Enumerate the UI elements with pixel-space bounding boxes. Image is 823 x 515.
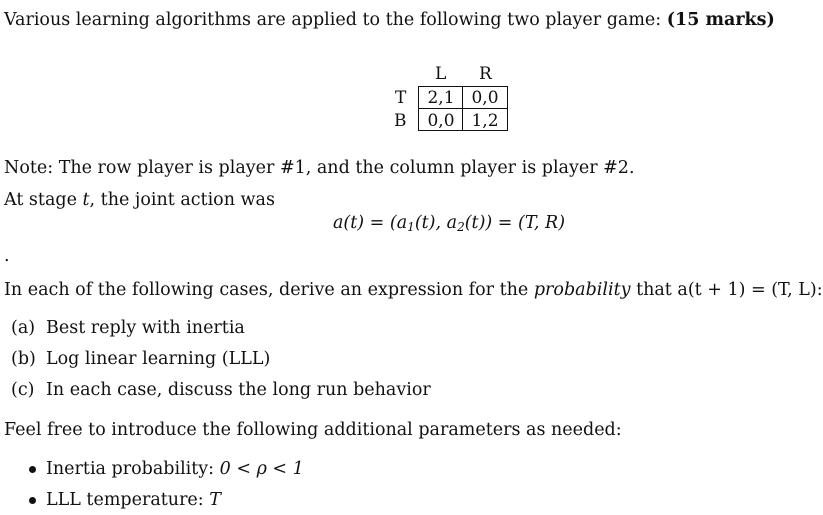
part-label: (c) [11,380,35,400]
col-label-L: L [435,64,447,84]
row-label-T: T [395,88,407,108]
col-label-R: R [479,64,492,84]
list-item [46,461,304,479]
intro-line [4,12,775,30]
param-label: Inertia probability: [46,459,220,479]
bullet-icon [29,497,36,504]
list-item [11,318,245,338]
part-label: (a) [11,318,36,338]
stage-suffix: , the joint action was [89,190,275,210]
stage-line [4,192,275,210]
param-value: T [209,490,221,510]
eq-mid: (t), a [414,213,458,233]
row-label-B: B [394,111,407,131]
eq-sub2: 2 [457,220,465,234]
part-text: In each case, discuss the long run behavior [46,380,431,400]
list-item [11,349,271,369]
note-line: Note: The row player is player #1, and the column player is player #2. [4,158,635,178]
cell-BL: 0,0 [427,111,455,131]
list-item [11,380,431,400]
matrix-row-divider [418,108,507,109]
eq-sub1: 1 [407,220,415,234]
instruction-prefix: In each of the following cases, derive an expression for the [4,280,534,300]
part-label: (b) [11,349,36,369]
instruction-emph: probability [533,280,631,300]
cell-BR: 1,2 [471,111,499,131]
instruction-suffix: that a(t + 1) = (T, L): [630,280,823,300]
stage-prefix: At stage [4,190,83,210]
list-item [46,492,221,510]
param-value: 0 < ρ < 1 [219,459,304,479]
instruction-line [4,282,823,300]
intro-text: Various learning algorithms are applied to the following two player game: [4,10,667,30]
param-label: LLL temperature: [46,490,210,510]
stray-dot: . [4,246,10,266]
part-text: Best reply with inertia [46,318,245,338]
eq-rhs: (t)) = (T, R) [464,213,566,233]
marks-label: (15 marks) [666,10,775,30]
part-text: Log linear learning (LLL) [46,349,271,369]
stage-var: t [82,190,90,210]
eq-lhs: a(t) = (a [333,213,408,233]
params-intro: Feel free to introduce the following additional parameters as needed: [4,420,622,440]
cell-TL: 2,1 [427,88,455,108]
bullet-icon [29,466,36,473]
cell-TR: 0,0 [471,88,499,108]
joint-action-equation [333,215,565,233]
